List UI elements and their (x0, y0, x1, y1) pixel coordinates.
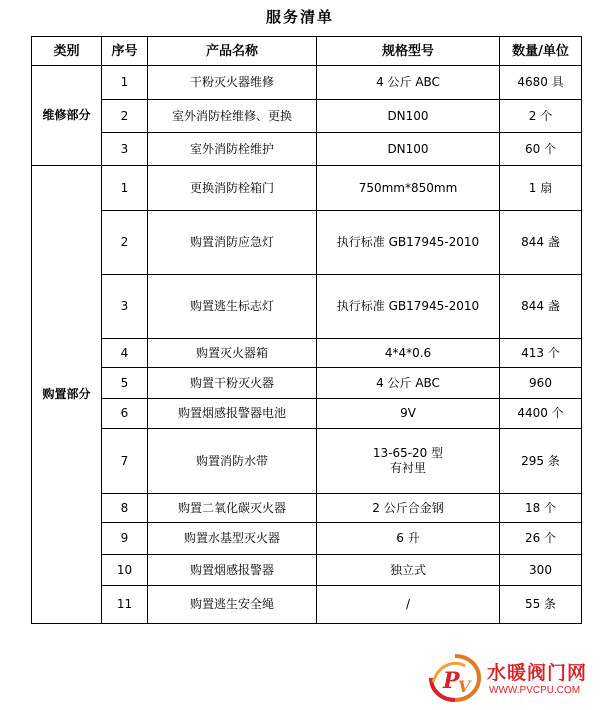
table-row (32, 429, 582, 494)
cell-qty: 4400 个 (500, 399, 582, 429)
table-row (32, 368, 582, 399)
cell-seq: 7 (102, 429, 148, 494)
table-header-row (32, 37, 582, 66)
cell-seq: 1 (102, 66, 148, 100)
cell-name: 购置灭火器箱 (148, 339, 317, 368)
cell-spec: 4 公斤 ABC (317, 66, 500, 100)
table-row (32, 166, 582, 211)
cell-seq: 11 (102, 586, 148, 624)
cell-seq: 5 (102, 368, 148, 399)
cell-seq: 3 (102, 275, 148, 339)
cell-qty: 1 扇 (500, 166, 582, 211)
svg-text:V: V (458, 677, 471, 696)
cell-spec: 执行标准 GB17945-2010 (317, 211, 500, 275)
cell-name: 购置消防水带 (148, 429, 317, 494)
table-row (32, 100, 582, 133)
table-row (32, 66, 582, 100)
service-list-table (31, 36, 582, 624)
cell-spec-line: 有衬里 (389, 461, 426, 475)
cell-name: 室外消防栓维护 (148, 133, 317, 166)
cell-qty: 2 个 (500, 100, 582, 133)
cell-qty: 844 盏 (500, 211, 582, 275)
header-name: 产品名称 (148, 37, 317, 66)
cell-name: 购置消防应急灯 (148, 211, 317, 275)
cell-seq: 2 (102, 100, 148, 133)
cell-seq: 1 (102, 166, 148, 211)
table-row (32, 399, 582, 429)
category-purchase: 购置部分 (32, 166, 102, 624)
table-row (32, 133, 582, 166)
cell-spec: 4*4*0.6 (317, 339, 500, 368)
header-spec: 规格型号 (317, 37, 500, 66)
table-row (32, 339, 582, 368)
cell-spec (317, 429, 500, 494)
table-row (32, 275, 582, 339)
cell-qty: 26 个 (500, 523, 582, 555)
cell-name: 干粉灭火器维修 (148, 66, 317, 100)
header-qty: 数量/单位 (500, 37, 582, 66)
cell-seq: 2 (102, 211, 148, 275)
table-row (32, 555, 582, 586)
cell-qty: 55 条 (500, 586, 582, 624)
cell-name: 购置逃生安全绳 (148, 586, 317, 624)
cell-name: 购置二氧化碳灭火器 (148, 494, 317, 523)
cell-qty: 300 (500, 555, 582, 586)
header-category: 类别 (32, 37, 102, 66)
cell-seq: 4 (102, 339, 148, 368)
cell-spec: DN100 (317, 100, 500, 133)
cell-qty: 960 (500, 368, 582, 399)
cell-name: 更换消防栓箱门 (148, 166, 317, 211)
cell-name: 购置干粉灭火器 (148, 368, 317, 399)
cell-seq: 3 (102, 133, 148, 166)
table-row (32, 211, 582, 275)
cell-spec: 4 公斤 ABC (317, 368, 500, 399)
cell-spec: 2 公斤合金钢 (317, 494, 500, 523)
cell-qty: 413 个 (500, 339, 582, 368)
svg-text:P: P (443, 668, 460, 694)
cell-spec: 独立式 (317, 555, 500, 586)
cell-seq: 9 (102, 523, 148, 555)
pv-logo-icon (425, 652, 485, 704)
page-title: 服务清单 (265, 8, 334, 26)
cell-qty: 60 个 (500, 133, 582, 166)
cell-spec: / (317, 586, 500, 624)
cell-seq: 6 (102, 399, 148, 429)
watermark-text: 水暖阀门网 (487, 662, 588, 684)
table-row (32, 586, 582, 624)
cell-qty: 4680 具 (500, 66, 582, 100)
cell-spec: 执行标准 GB17945-2010 (317, 275, 500, 339)
cell-spec: 6 升 (317, 523, 500, 555)
cell-name: 室外消防栓维修、更换 (148, 100, 317, 133)
cell-name: 购置烟感报警器 (148, 555, 317, 586)
table-row (32, 523, 582, 555)
cell-name: 购置烟感报警器电池 (148, 399, 317, 429)
cell-spec: 750mm*850mm (317, 166, 500, 211)
table-row (32, 494, 582, 523)
cell-spec: DN100 (317, 133, 500, 166)
cell-spec-line: 13-65-20 型 (372, 446, 444, 460)
cell-qty: 844 盏 (500, 275, 582, 339)
site-watermark (425, 652, 595, 704)
header-seq: 序号 (102, 37, 148, 66)
category-repair: 维修部分 (32, 66, 102, 166)
cell-name: 购置水基型灭火器 (148, 523, 317, 555)
watermark-url: WWW.PVCPU.COM (489, 685, 581, 696)
cell-spec: 9V (317, 399, 500, 429)
cell-seq: 10 (102, 555, 148, 586)
cell-qty: 18 个 (500, 494, 582, 523)
cell-qty: 295 条 (500, 429, 582, 494)
cell-seq: 8 (102, 494, 148, 523)
cell-name: 购置逃生标志灯 (148, 275, 317, 339)
